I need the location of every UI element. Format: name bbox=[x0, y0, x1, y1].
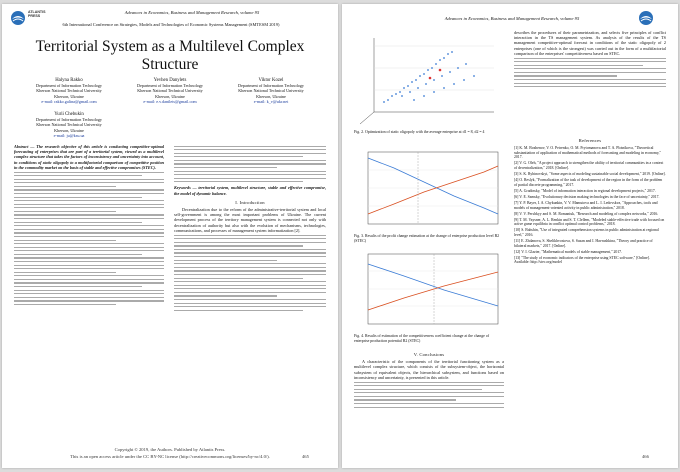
text-line bbox=[354, 385, 504, 386]
author-name: Viktor Kozel bbox=[258, 78, 284, 83]
page-number: 465 bbox=[302, 454, 309, 459]
text-line bbox=[14, 290, 164, 291]
text-line bbox=[174, 160, 326, 161]
text-line bbox=[514, 72, 666, 73]
text-line bbox=[174, 167, 277, 168]
text-line bbox=[14, 182, 164, 183]
text-line bbox=[174, 303, 326, 304]
text-line bbox=[14, 293, 164, 294]
text-line bbox=[14, 279, 164, 280]
figure-2-caption: Fig. 2. Optimization of static oligopoly with the average enterprise at d1 = 8, d2 = 4 bbox=[354, 130, 485, 134]
reference-item bbox=[514, 172, 666, 177]
author-dept: Department of Information Technology bbox=[136, 83, 204, 89]
text-line bbox=[14, 232, 164, 233]
figure-3 bbox=[354, 148, 504, 232]
reference-text: [4] O. Reslyk, "Formalization of the task of development of the region in the form of the problem of partial discrete programming," 2017. bbox=[514, 178, 663, 187]
reference-item bbox=[514, 195, 666, 200]
discussion-column bbox=[514, 30, 666, 134]
reference-item bbox=[514, 201, 666, 210]
text-line bbox=[514, 75, 617, 76]
reference-item bbox=[514, 250, 666, 255]
reference-item bbox=[514, 239, 666, 248]
reference-item bbox=[514, 228, 666, 237]
right-page bbox=[342, 4, 678, 468]
author-email[interactable]: e-mail: e.v.danilets@gmail.com bbox=[143, 98, 197, 104]
text-line bbox=[14, 175, 142, 176]
reference-item bbox=[514, 212, 666, 217]
text-line bbox=[14, 254, 142, 255]
text-line bbox=[514, 65, 643, 66]
author-city: Kherson, Ukraine bbox=[256, 93, 286, 99]
figure-4-plot bbox=[354, 250, 504, 332]
text-line bbox=[354, 382, 504, 383]
text-line bbox=[14, 218, 164, 219]
text-line bbox=[174, 181, 303, 182]
reference-item bbox=[514, 178, 666, 187]
text-line bbox=[514, 83, 666, 84]
footer-license[interactable]: This is an open access article under the CC BY-NC license (http://creativecommons.org/licenses/by-nc/4.0/). bbox=[70, 454, 270, 459]
author-name: Yurii Chebukin bbox=[54, 112, 84, 117]
text-line bbox=[174, 178, 326, 179]
footer-copyright: Copyright © 2019, the Authors. Published by Atlantis Press. bbox=[114, 447, 226, 452]
keywords: Keywords — territorial system, multilevel structure, stable and effective compromise, the model of dynamic balance. bbox=[174, 185, 326, 196]
text-line bbox=[174, 285, 326, 286]
references-list bbox=[514, 146, 666, 442]
text-line bbox=[174, 292, 326, 293]
reference-text: [3] S. K. Ryhinovskyi, "Some aspects of modeling sustainable social development," 2019. [Online]. bbox=[514, 171, 666, 176]
author-dept: Department of Information Technology bbox=[237, 83, 305, 89]
text-line bbox=[14, 272, 116, 273]
text-line bbox=[14, 204, 164, 205]
reference-text: [11] E. Zhdanova, S. Shelikhvostova, S. Susan and I. Havrushkina, "Theory and practice of bilateral markets," 2017. [Online]. bbox=[514, 239, 653, 248]
text-line bbox=[174, 156, 303, 157]
text-line bbox=[174, 288, 326, 289]
reference-text: [8] V. V. Pershkyy and S. M. Romaniuk, "Research and modeling of complex networks," 2016. bbox=[514, 211, 659, 216]
text-line bbox=[174, 174, 326, 175]
intro-paragraph: Decentralization due to the reform of the administrative-territorial system and local self-government is among the most important problems of Ukraine. The current development process of the territory management system is connected not only with decentralization of authority but also with the evolution of mechanisms, technologies, communications, and processes of management system informatization [2]. bbox=[174, 207, 326, 233]
author-block bbox=[121, 78, 219, 104]
text-line bbox=[14, 200, 164, 201]
reference-item bbox=[514, 218, 666, 227]
text-line bbox=[514, 79, 666, 80]
text-line bbox=[14, 282, 164, 283]
text-line bbox=[14, 225, 164, 226]
figure-4-caption: Fig. 4. Results of estimation of the competitiveness coefficient change at the change of enterprise production potential B2 (STEC) bbox=[354, 334, 490, 343]
text-line bbox=[14, 275, 164, 276]
text-line bbox=[174, 153, 326, 154]
references-heading: References bbox=[578, 138, 602, 143]
text-line bbox=[514, 58, 666, 59]
abstract-column bbox=[14, 144, 164, 434]
text-line bbox=[14, 207, 164, 208]
author-univ: Kherson National Technical University bbox=[137, 88, 203, 94]
text-line bbox=[14, 222, 142, 223]
text-line bbox=[14, 247, 164, 248]
figure-4 bbox=[354, 250, 504, 332]
reference-text: [12] V. I. Glazier, "Mathematical models of stable management," 2017. bbox=[514, 249, 623, 254]
reference-text: [5] A. Gradinsky, "Model of information interaction in regional development projects," 2017. bbox=[514, 188, 656, 193]
author-city: Kherson, Ukraine bbox=[155, 93, 185, 99]
text-line bbox=[174, 306, 326, 307]
text-line bbox=[174, 267, 326, 268]
section-heading-conclusions: V. Conclusions bbox=[413, 352, 445, 357]
text-line bbox=[14, 211, 116, 212]
text-line bbox=[174, 310, 303, 311]
text-line bbox=[14, 257, 164, 258]
author-email[interactable]: e-mail: ju@ksu.ua bbox=[53, 132, 85, 138]
page-number: 466 bbox=[642, 454, 649, 459]
conclusions-column bbox=[354, 350, 504, 442]
text-line bbox=[14, 240, 116, 241]
text-line bbox=[14, 179, 164, 180]
text-line bbox=[14, 186, 116, 187]
text-line bbox=[14, 193, 164, 194]
paper-title: Territorial System as a Multilevel Complex Structure bbox=[35, 38, 305, 73]
text-line bbox=[174, 295, 277, 296]
text-line bbox=[514, 68, 666, 69]
left-page bbox=[2, 4, 338, 468]
author-name: Yevhen Danylets bbox=[153, 78, 187, 83]
text-line bbox=[14, 261, 164, 262]
publisher-logo bbox=[638, 10, 668, 28]
text-line bbox=[14, 265, 164, 266]
text-line bbox=[14, 304, 116, 305]
text-line bbox=[514, 86, 666, 87]
author-dept: Department of Information Technology bbox=[35, 83, 103, 89]
text-line bbox=[174, 171, 326, 172]
text-line bbox=[354, 392, 504, 393]
text-line bbox=[174, 163, 326, 164]
conference-header: 6th International Conference on Strategies, Models and Technologies of Economic Systems Management (SMTESM 2019) bbox=[62, 22, 280, 27]
author-city: Kherson, Ukraine bbox=[54, 127, 84, 133]
intro-column bbox=[174, 144, 326, 434]
text-line bbox=[174, 281, 326, 282]
text-line bbox=[14, 229, 164, 230]
author-email[interactable]: e-mail: rakko.galina@gmail.com bbox=[41, 98, 97, 104]
text-line bbox=[14, 243, 164, 244]
abstract-text: Abstract — The research objective of this article is conducting competitive-optimal forecasting of enterprises that are part of a territorial system, viewed as a multilevel complex structure that takes the factors of inconsistency and uncertainty into account, in conditions of static oligopoly to a multifactorial comparison of competitive position in the commodity market on the basis of stable and effective compromises (STEC). bbox=[14, 144, 164, 170]
text-line bbox=[14, 236, 164, 237]
reference-item bbox=[514, 161, 666, 170]
reference-item bbox=[514, 146, 666, 160]
text-line bbox=[14, 300, 164, 301]
figure-3-plot bbox=[354, 148, 504, 232]
reference-text: [7] Y. P. Bayer, I. A. Chykunkin, V. V. Mamutova and L. I. Ledovskva, "Approaches, tools and models of management-oriented activity in public administration," 2018. bbox=[514, 200, 658, 210]
author-block bbox=[222, 78, 320, 104]
text-line bbox=[14, 189, 164, 190]
logo-text: ATLANTIS PRESS bbox=[28, 10, 46, 19]
text-line bbox=[174, 235, 326, 236]
reference-item bbox=[514, 189, 666, 194]
section-heading-introduction: I. Introduction bbox=[235, 199, 265, 205]
text-line bbox=[14, 172, 164, 173]
journal-header: Advances in Economics, Business and Management Research, volume 95 bbox=[444, 16, 580, 21]
text-line bbox=[174, 242, 326, 243]
text-line bbox=[14, 197, 142, 198]
text-line bbox=[174, 260, 277, 261]
text-line bbox=[354, 399, 456, 400]
reference-text: [1] K. M. Bozhenov, V. O. Petrenko, O. M. Prytomanova and T. A. Plotnikova, "Theoretical substantiation of application of mathematical methods of forecasting and modeling in economy," 2017. bbox=[514, 146, 662, 160]
text-line bbox=[354, 407, 504, 408]
text-line bbox=[354, 403, 504, 404]
author-name: Halyna Rakko bbox=[55, 78, 83, 83]
author-univ: Kherson National Technical University bbox=[36, 88, 102, 94]
text-line bbox=[514, 61, 666, 62]
author-dept: Department of Information Technology bbox=[35, 117, 103, 123]
reference-item bbox=[514, 256, 666, 265]
reference-text: [10] S. Bahshin, "Use of integrated comprehension systems in public administration at regional level," 2016. bbox=[514, 228, 659, 237]
reference-text: [9] T. M. Vaysner, A. L. Renkin and S. T. Clellem, "Modeled stable-effective trade with focused on active game equilibria in conflict optimal control problems," 2018. bbox=[514, 217, 665, 227]
text-line bbox=[174, 278, 303, 279]
text-line bbox=[174, 252, 326, 253]
author-univ: Kherson National Technical University bbox=[36, 122, 102, 128]
text-line bbox=[174, 274, 326, 275]
author-block bbox=[20, 78, 118, 104]
author-block bbox=[20, 112, 118, 138]
journal-header: Advances in Economics, Business and Management Research, volume 95 bbox=[124, 10, 260, 15]
reference-text: [2] V. G. Oleh, "A project approach to strengthen the ability of territorial communities in a context of decentralization," 2018. [Online]. bbox=[514, 161, 664, 170]
reference-text: [13] "The study of economic indicators of the enterprise using STEC software," [Online]. Available: http://stec.org/model bbox=[514, 255, 650, 265]
text-line bbox=[174, 263, 326, 264]
text-line bbox=[174, 249, 326, 250]
text-line bbox=[354, 389, 482, 390]
figure-3-caption: Fig. 3. Results of the profit change estimation at the change of enterprise production level B2 (STEC) bbox=[354, 234, 500, 243]
conclusions-paragraph: A characteristic of the components of the territorial functioning system as a multilevel complex structure, which consists of the subsystem-object, the horizontal subsystem of equivalent objects, the hierarchical subsystem, and functions based on inconsistency and uncertainty, is presented in this article. bbox=[354, 359, 504, 380]
reference-text: [6] V. E. Samsky, "Evolutionary decision making technologies in the face of uncertainty," 2017. bbox=[514, 194, 660, 199]
text-line bbox=[174, 270, 326, 271]
text-line bbox=[14, 286, 142, 287]
atlantis-logo-icon bbox=[638, 10, 654, 26]
text-line bbox=[174, 149, 326, 150]
text-line bbox=[174, 238, 326, 239]
text-line bbox=[14, 250, 164, 251]
text-line bbox=[354, 396, 504, 397]
figure-2-plot bbox=[354, 30, 504, 128]
text-line bbox=[174, 146, 326, 147]
author-univ: Kherson National Technical University bbox=[238, 88, 304, 94]
discussion-paragraph: describes the procedures of their parametrization, and selects five principles of conflict interaction in the TS management system. As analysis of the results of the TS management competitive-optimal forecast in conditions of the static oligopoly of 2 enterprises (one of which is the strongest) was carried out in the form of a multifactorial comparison of the enterprises' competitiveness based on STEC. bbox=[514, 30, 666, 56]
text-line bbox=[174, 299, 326, 300]
text-line bbox=[14, 214, 164, 215]
text-line bbox=[14, 297, 164, 298]
figure-2 bbox=[354, 30, 504, 128]
text-line bbox=[174, 256, 326, 257]
text-line bbox=[174, 245, 303, 246]
author-email[interactable]: e-mail: k_v@ukr.net bbox=[253, 98, 289, 104]
author-city: Kherson, Ukraine bbox=[54, 93, 84, 99]
text-line bbox=[14, 268, 164, 269]
